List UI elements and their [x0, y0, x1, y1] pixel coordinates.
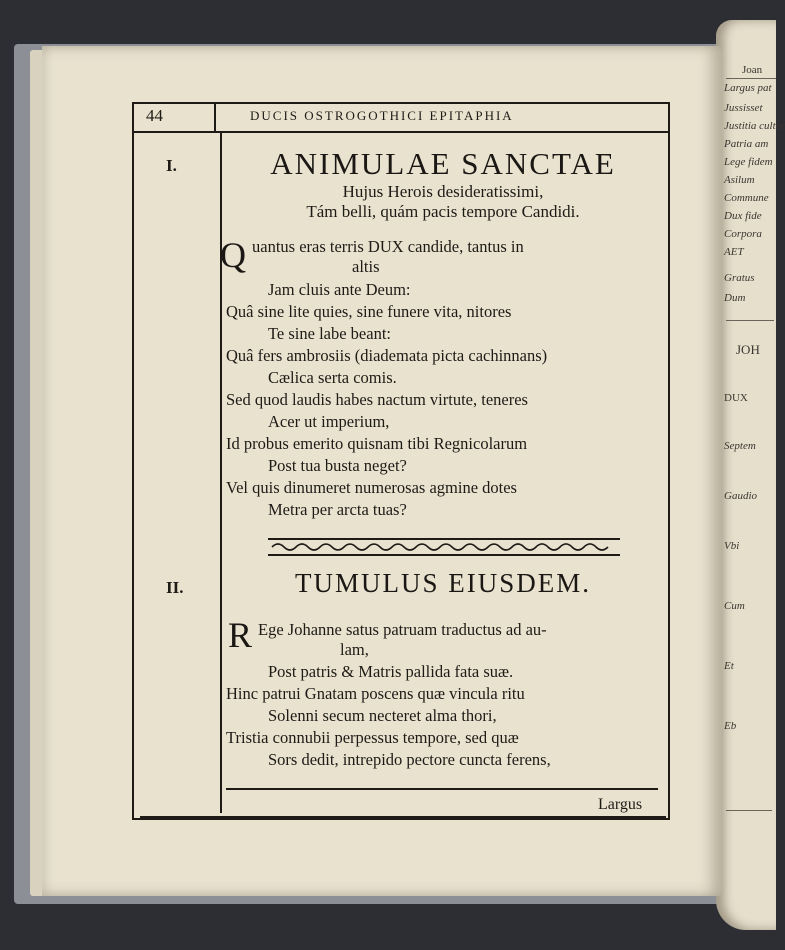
facing-rule: [726, 320, 774, 321]
verse-line: Id probus emerito quisnam tibi Regnicolarum: [226, 434, 528, 453]
footer-rule: [140, 816, 666, 818]
verse-line: lam,: [340, 640, 369, 659]
header-rule: [132, 131, 670, 133]
verse-line: Te sine labe beant:: [268, 324, 392, 343]
verse-line: altis: [352, 257, 380, 276]
verse-line: Cælica serta comis.: [268, 368, 397, 387]
facing-text: Commune: [724, 192, 769, 204]
verse-line: Quâ sine lite quies, sine funere vita, nitores: [226, 302, 512, 321]
running-title: DUCIS OSTROGOTHICI EPITAPHIA: [250, 108, 514, 123]
facing-text: Jussisset: [724, 102, 763, 114]
facing-text: JOH: [736, 342, 760, 357]
facing-text: Dux fide: [724, 210, 762, 222]
facing-text: Lege fidem: [724, 156, 773, 168]
facing-text: Dum: [724, 292, 746, 304]
facing-text: Asilum: [724, 174, 755, 186]
verse-line: Acer ut imperium,: [268, 412, 390, 431]
facing-text: Gaudio: [724, 490, 757, 502]
drop-capital: Q: [220, 235, 246, 275]
verse-line: Sed quod laudis habes nactum virtute, teneres: [226, 390, 528, 409]
bottom-rule: [226, 788, 658, 790]
subtitle: Hujus Herois desideratissimi,: [342, 182, 544, 201]
facing-text: Et: [724, 660, 734, 672]
facing-rule: [726, 810, 772, 811]
facing-rule: [726, 78, 776, 79]
section-title: TUMULUS EIUSDEM.: [294, 568, 591, 598]
facing-text: DUX: [724, 392, 748, 404]
verse-line: Vel quis dinumeret numerosas agmine dotes: [226, 478, 517, 497]
verse-line: Solenni secum necteret alma thori,: [268, 706, 497, 725]
verse-line: Post tua busta neget?: [268, 456, 407, 475]
verse-line: Jam cluis ante Deum:: [268, 280, 411, 299]
facing-text: Largus pat: [724, 82, 772, 94]
verse-line: Tristia connubii perpessus tempore, sed quæ: [226, 728, 519, 747]
verse-line: Quâ fers ambrosiis (diademata picta cachinnans): [226, 346, 548, 365]
header-divider: [214, 104, 216, 132]
facing-text: AET: [724, 246, 744, 258]
verse-line: uantus eras terris DUX candide, tantus in: [252, 237, 524, 256]
facing-text: Corpora: [724, 228, 762, 240]
verse-line: Metra per arcta tuas?: [268, 500, 407, 519]
facing-text: Eb: [724, 720, 737, 732]
facing-text: Septem: [724, 440, 756, 452]
facing-text: Joan: [742, 64, 763, 76]
facing-text: Justitia cultor: [724, 120, 785, 132]
verse-line: Hinc patrui Gnatam poscens quæ vincula ritu: [226, 684, 525, 703]
page-number: 44: [146, 106, 163, 125]
facing-text: Patria am: [724, 138, 769, 150]
section-title: ANIMULAE SANCTAE: [270, 146, 616, 181]
drop-capital: R: [228, 615, 253, 655]
subtitle: Tám belli, quám pacis tempore Candidi.: [306, 202, 580, 221]
section-numeral: I.: [166, 156, 177, 175]
ornament-divider: [268, 538, 620, 556]
verse-line: Ege Johanne satus patruam traductus ad au-: [258, 620, 547, 639]
facing-page: [716, 20, 785, 930]
facing-text: Cum: [724, 600, 745, 612]
facing-text: Gratus: [724, 272, 755, 284]
facing-text: Vbi: [724, 540, 740, 552]
verse-line: Sors dedit, intrepido pectore cuncta ferens,: [268, 750, 551, 769]
verse-line: Post patris & Matris pallida fata suæ.: [268, 662, 514, 681]
section-numeral: II.: [166, 578, 184, 597]
catchword: Largus: [598, 796, 643, 813]
